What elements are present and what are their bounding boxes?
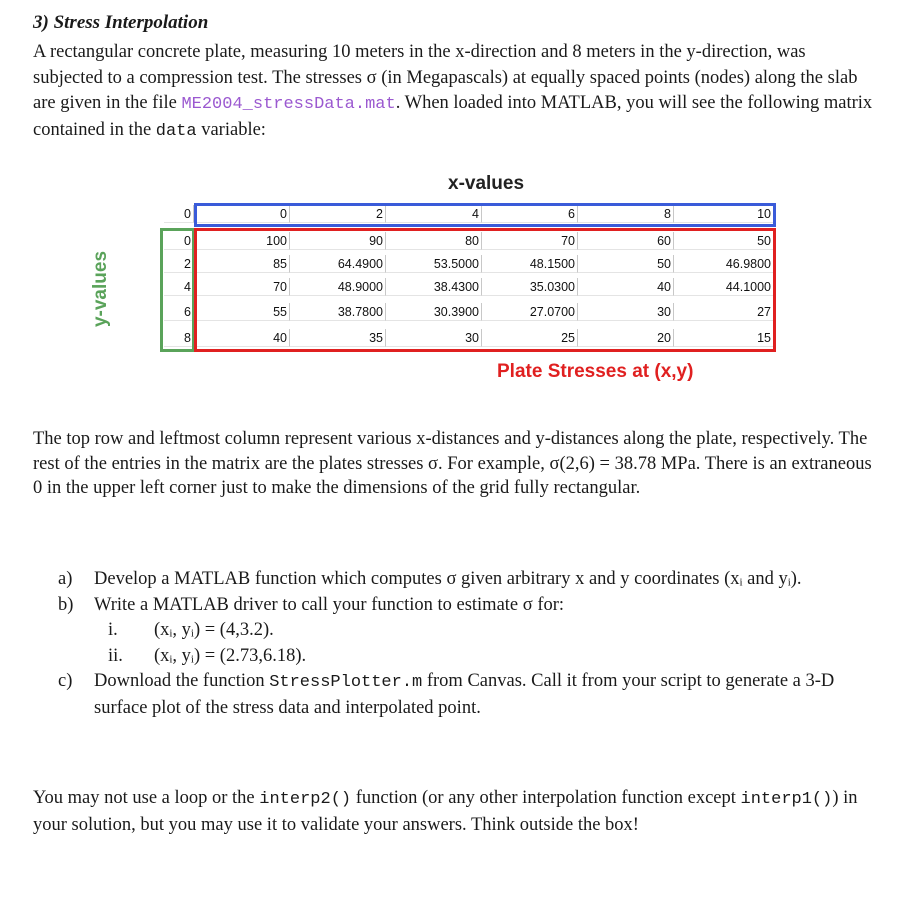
x-value-cell: 0: [194, 205, 290, 223]
stress-cell: 15: [674, 329, 774, 347]
y-value-cell: 6: [164, 303, 194, 321]
task-b-ii: [58, 644, 858, 670]
stress-cell: 50: [674, 232, 774, 250]
task-list: [58, 567, 858, 721]
data-filename: ME2004_stressData.mat: [181, 95, 396, 114]
stress-cell: 64.4900: [290, 255, 386, 273]
intro-text-3: variable:: [196, 119, 266, 140]
task-a-label: a): [58, 569, 73, 589]
closing-paragraph: [33, 786, 873, 838]
closing-pre: You may not use a loop or the: [33, 788, 260, 808]
explanation-paragraph: The top row and leftmost column represent various x-distances and y-distances along the plate, respectively. The rest of the entries in the matrix are the plates stresses σ. For example, σ(2,6) = 38.78 MPa. There is an extraneous 0 in the upper left corner just to make the dimensions of the grid fully rectangular.: [33, 429, 872, 498]
interp2-function: interp2(): [259, 790, 352, 809]
stress-cell: 35.0300: [482, 278, 578, 296]
stress-cell: 70: [482, 232, 578, 250]
interp1-function: interp1(): [740, 790, 833, 809]
stress-cell: 40: [194, 329, 290, 347]
closing-mid: function (or any other interpolation function except: [351, 788, 741, 808]
stress-cell: 46.9800: [674, 255, 774, 273]
stress-cell: 48.9000: [290, 278, 386, 296]
task-b-text: Write a MATLAB driver to call your function to estimate σ for:: [94, 594, 565, 615]
task-b-ii-label: ii.: [108, 645, 123, 666]
x-value-cell: 10: [674, 205, 774, 223]
stress-cell: 80: [386, 232, 482, 250]
stress-cell: 38.4300: [386, 278, 482, 296]
y-values-label: y-values: [90, 250, 111, 328]
stress-cell: 27: [674, 303, 774, 321]
task-a-text: Develop a MATLAB function which computes σ given arbitrary x and y coordinates (xᵢ and yᵢ).: [94, 569, 802, 589]
stress-cell: 40: [578, 278, 674, 296]
y-value-cell: 8: [164, 329, 194, 347]
y-value-cell: 4: [164, 278, 194, 296]
task-c-post: from Canvas. Call it from your script to generate a 3-D surface plot of the stress data and interpolated point.: [94, 671, 835, 718]
task-b-i-label: i.: [108, 620, 118, 640]
stress-cell: 25: [482, 329, 578, 347]
closing-post: ) in your solution, but you may use it to validate your answers. Think outside the box!: [33, 788, 858, 835]
x-value-cell: 4: [386, 205, 482, 223]
stress-cell: 48.1500: [482, 255, 578, 273]
stress-cell: 70: [194, 278, 290, 296]
task-b: [58, 593, 858, 619]
x-value-cell: 6: [482, 205, 578, 223]
task-b-i: [58, 618, 858, 644]
x-value-cell: 2: [290, 205, 386, 223]
task-c-label: c): [58, 671, 73, 691]
task-c-pre: Download the function: [94, 671, 270, 691]
task-b-label: b): [58, 594, 74, 615]
stress-cell: 30: [386, 329, 482, 347]
x-values-label: x-values: [448, 173, 525, 194]
stress-cell: 44.1000: [674, 278, 774, 296]
y-value-cell: 2: [164, 255, 194, 273]
section-title: 3) Stress Interpolation: [33, 12, 209, 33]
task-c: [58, 669, 858, 721]
stress-cell: 27.0700: [482, 303, 578, 321]
stress-cell: 85: [194, 255, 290, 273]
stress-cell: 35: [290, 329, 386, 347]
intro-paragraph: [33, 40, 873, 144]
task-b-ii-text: (xᵢ, yᵢ) = (2.73,6.18).: [154, 645, 307, 666]
task-b-i-text: (xᵢ, yᵢ) = (4,3.2).: [154, 620, 274, 640]
variable-name: data: [155, 121, 197, 141]
stress-cell: 38.7800: [290, 303, 386, 321]
figure-caption: Plate Stresses at (x,y): [497, 361, 694, 382]
stress-cell: 50: [578, 255, 674, 273]
stress-cell: 53.5000: [386, 255, 482, 273]
stress-cell: 55: [194, 303, 290, 321]
stress-cell: 90: [290, 232, 386, 250]
task-c-file: StressPlotter.m: [269, 673, 423, 692]
stress-cell: 30.3900: [386, 303, 482, 321]
y-value-cell: 0: [164, 232, 194, 250]
task-a: [58, 567, 858, 593]
stress-cell: 30: [578, 303, 674, 321]
intro-text-2: . When loaded into MATLAB, you will see the following matrix contained in the: [33, 93, 873, 140]
matrix-corner-cell: 0: [164, 205, 194, 223]
stress-cell: 20: [578, 329, 674, 347]
intro-text-1: A rectangular concrete plate, measuring 10 meters in the x-direction and 8 meters in the y-direction, was subjected to a compression test. The stresses σ (in Megapascals) at equally spaced points (nodes) along the slab are given in the file: [33, 42, 858, 113]
x-value-cell: 8: [578, 205, 674, 223]
stress-cell: 100: [194, 232, 290, 250]
stress-cell: 60: [578, 232, 674, 250]
